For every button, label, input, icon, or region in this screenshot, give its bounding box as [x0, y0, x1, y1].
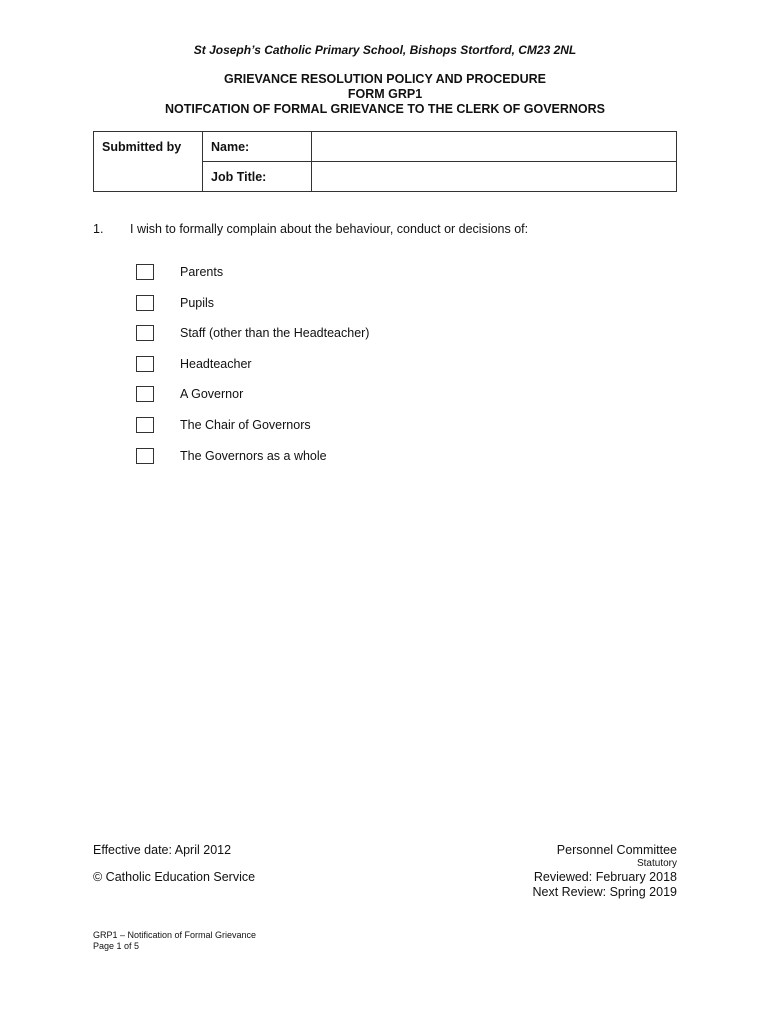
- checkbox-headteacher[interactable]: [136, 356, 154, 372]
- document-reference: GRP1 – Notification of Formal Grievance: [93, 930, 257, 940]
- submitted-by-label: Submitted by: [94, 132, 203, 192]
- checkbox-governors-whole[interactable]: [136, 448, 154, 464]
- school-header: St Joseph’s Catholic Primary School, Bishops Stortford, CM23 2NL: [193, 43, 577, 57]
- policy-title: GRIEVANCE RESOLUTION POLICY AND PROCEDURE: [223, 72, 547, 86]
- checkbox-staff[interactable]: [136, 325, 154, 341]
- question-number: 1.: [93, 222, 104, 236]
- option-label: Parents: [180, 265, 224, 279]
- committee: Personnel Committee: [556, 843, 677, 857]
- option-label: A Governor: [180, 387, 244, 401]
- next-review-date: Next Review: Spring 2019: [532, 885, 677, 899]
- form-code: FORM GRP1: [347, 87, 423, 101]
- option-label: The Chair of Governors: [180, 418, 311, 432]
- submitted-by-table: [93, 131, 677, 192]
- option-label: Staff (other than the Headteacher): [180, 326, 370, 340]
- checkbox-pupils[interactable]: [136, 295, 154, 311]
- question-text: I wish to formally complain about the behaviour, conduct or decisions of:: [130, 222, 529, 236]
- checkbox-governor[interactable]: [136, 386, 154, 402]
- copyright: © Catholic Education Service: [93, 870, 256, 884]
- effective-date: Effective date: April 2012: [93, 843, 232, 857]
- reviewed-date: Reviewed: February 2018: [533, 870, 677, 884]
- option-label: Pupils: [180, 296, 215, 310]
- job-title-field[interactable]: [312, 162, 677, 192]
- page-number: Page 1 of 5: [93, 941, 140, 951]
- checkbox-parents[interactable]: [136, 264, 154, 280]
- form-title-block: [0, 72, 770, 117]
- name-field[interactable]: [312, 132, 677, 162]
- option-label: Headteacher: [180, 357, 252, 371]
- checkbox-chair-of-governors[interactable]: [136, 417, 154, 433]
- name-label: Name:: [203, 132, 312, 162]
- form-subtitle: NOTIFCATION OF FORMAL GRIEVANCE TO THE CLERK OF GOVERNORS: [164, 102, 606, 116]
- statutory: Statutory: [636, 858, 677, 869]
- option-label: The Governors as a whole: [180, 449, 327, 463]
- job-title-label: Job Title:: [203, 162, 312, 192]
- page-footer: [93, 930, 256, 952]
